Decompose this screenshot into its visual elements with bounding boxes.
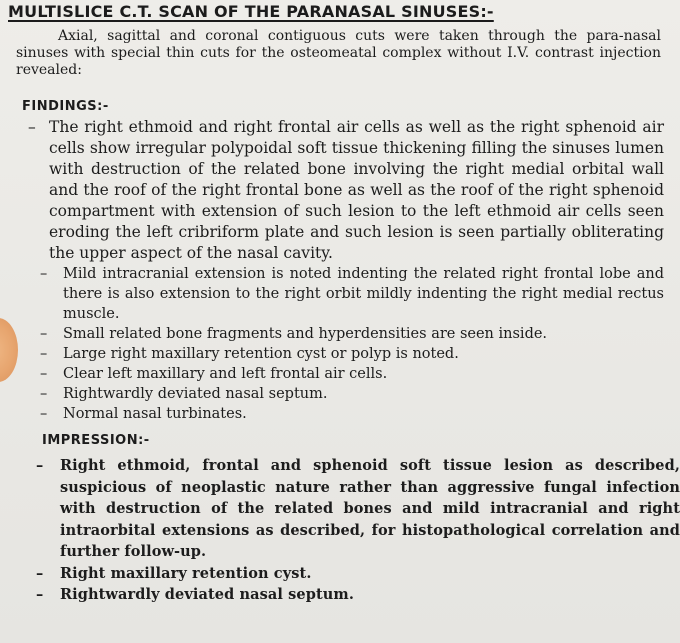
finding-item <box>22 344 664 364</box>
finding-text: Rightwardly deviated nasal septum. <box>63 386 328 402</box>
bullet-dash: – <box>40 266 48 282</box>
bullet-dash: – <box>36 457 44 474</box>
finding-item <box>22 384 664 404</box>
bullet-dash: – <box>40 346 48 362</box>
finding-text: Small related bone fragments and hyperdensities are seen inside. <box>63 326 548 342</box>
impression-item <box>34 455 680 563</box>
impression-item <box>34 584 680 606</box>
finding-item <box>22 404 664 424</box>
finding-text: Clear left maxillary and left frontal air cells. <box>63 366 388 382</box>
finding-text: Large right maxillary retention cyst or polyp is noted. <box>63 346 459 362</box>
finding-text: The right ethmoid and right frontal air cells as well as the right sphenoid air cells show irregular polypoidal soft tissue thickening filling the sinuses lumen with destruction of the related bone involving the right medial orbital wall and the roof of the right frontal bone as well as the roof of the right sphenoid compartment with extension of such lesion to the left ethmoid air cells seen eroding the left cribriform plate and such lesion is seen partially obliterating the upper aspect of the nasal cavity. <box>49 118 664 262</box>
bullet-dash: – <box>40 366 48 382</box>
finding-item <box>22 364 664 384</box>
finding-text: Normal nasal turbinates. <box>63 406 247 422</box>
finding-item <box>22 264 664 324</box>
impression-list <box>34 455 680 606</box>
thumb-shadow <box>0 318 18 382</box>
bullet-dash: – <box>36 586 44 603</box>
impression-text: Right maxillary retention cyst. <box>60 564 312 582</box>
bullet-dash: – <box>40 406 48 422</box>
impression-text: Right ethmoid, frontal and sphenoid soft tissue lesion as described, suspicious of neoplastic nature rather than aggressive fungal infection with destruction of the related bones and mild intracranial and right intraorbital extensions as described, for histopathological correlation and further follow-up. <box>60 457 680 560</box>
finding-item <box>22 117 664 264</box>
findings-list <box>22 117 664 424</box>
findings-heading: FINDINGS:- <box>22 99 109 114</box>
bullet-dash: – <box>40 386 48 402</box>
bullet-dash: – <box>28 118 36 136</box>
finding-item <box>22 324 664 344</box>
impression-text: Rightwardly deviated nasal septum. <box>60 586 354 603</box>
finding-text: Mild intracranial extension is noted indenting the related right frontal lobe and there is also extension to the right orbit mildly indenting the right medial rectus muscle. <box>63 266 664 322</box>
bullet-dash: – <box>36 564 44 582</box>
bullet-dash: – <box>40 326 48 342</box>
impression-item <box>34 563 680 585</box>
report-intro: Axial, sagittal and coronal contiguous cuts were taken through the para-nasal sinuses with special thin cuts for the osteomeatal complex without I.V. contrast injection revealed: <box>16 28 661 78</box>
impression-heading: IMPRESSION:- <box>42 433 150 448</box>
report-title: MULTISLICE C.T. SCAN OF THE PARANASAL SINUSES:- <box>8 2 494 21</box>
